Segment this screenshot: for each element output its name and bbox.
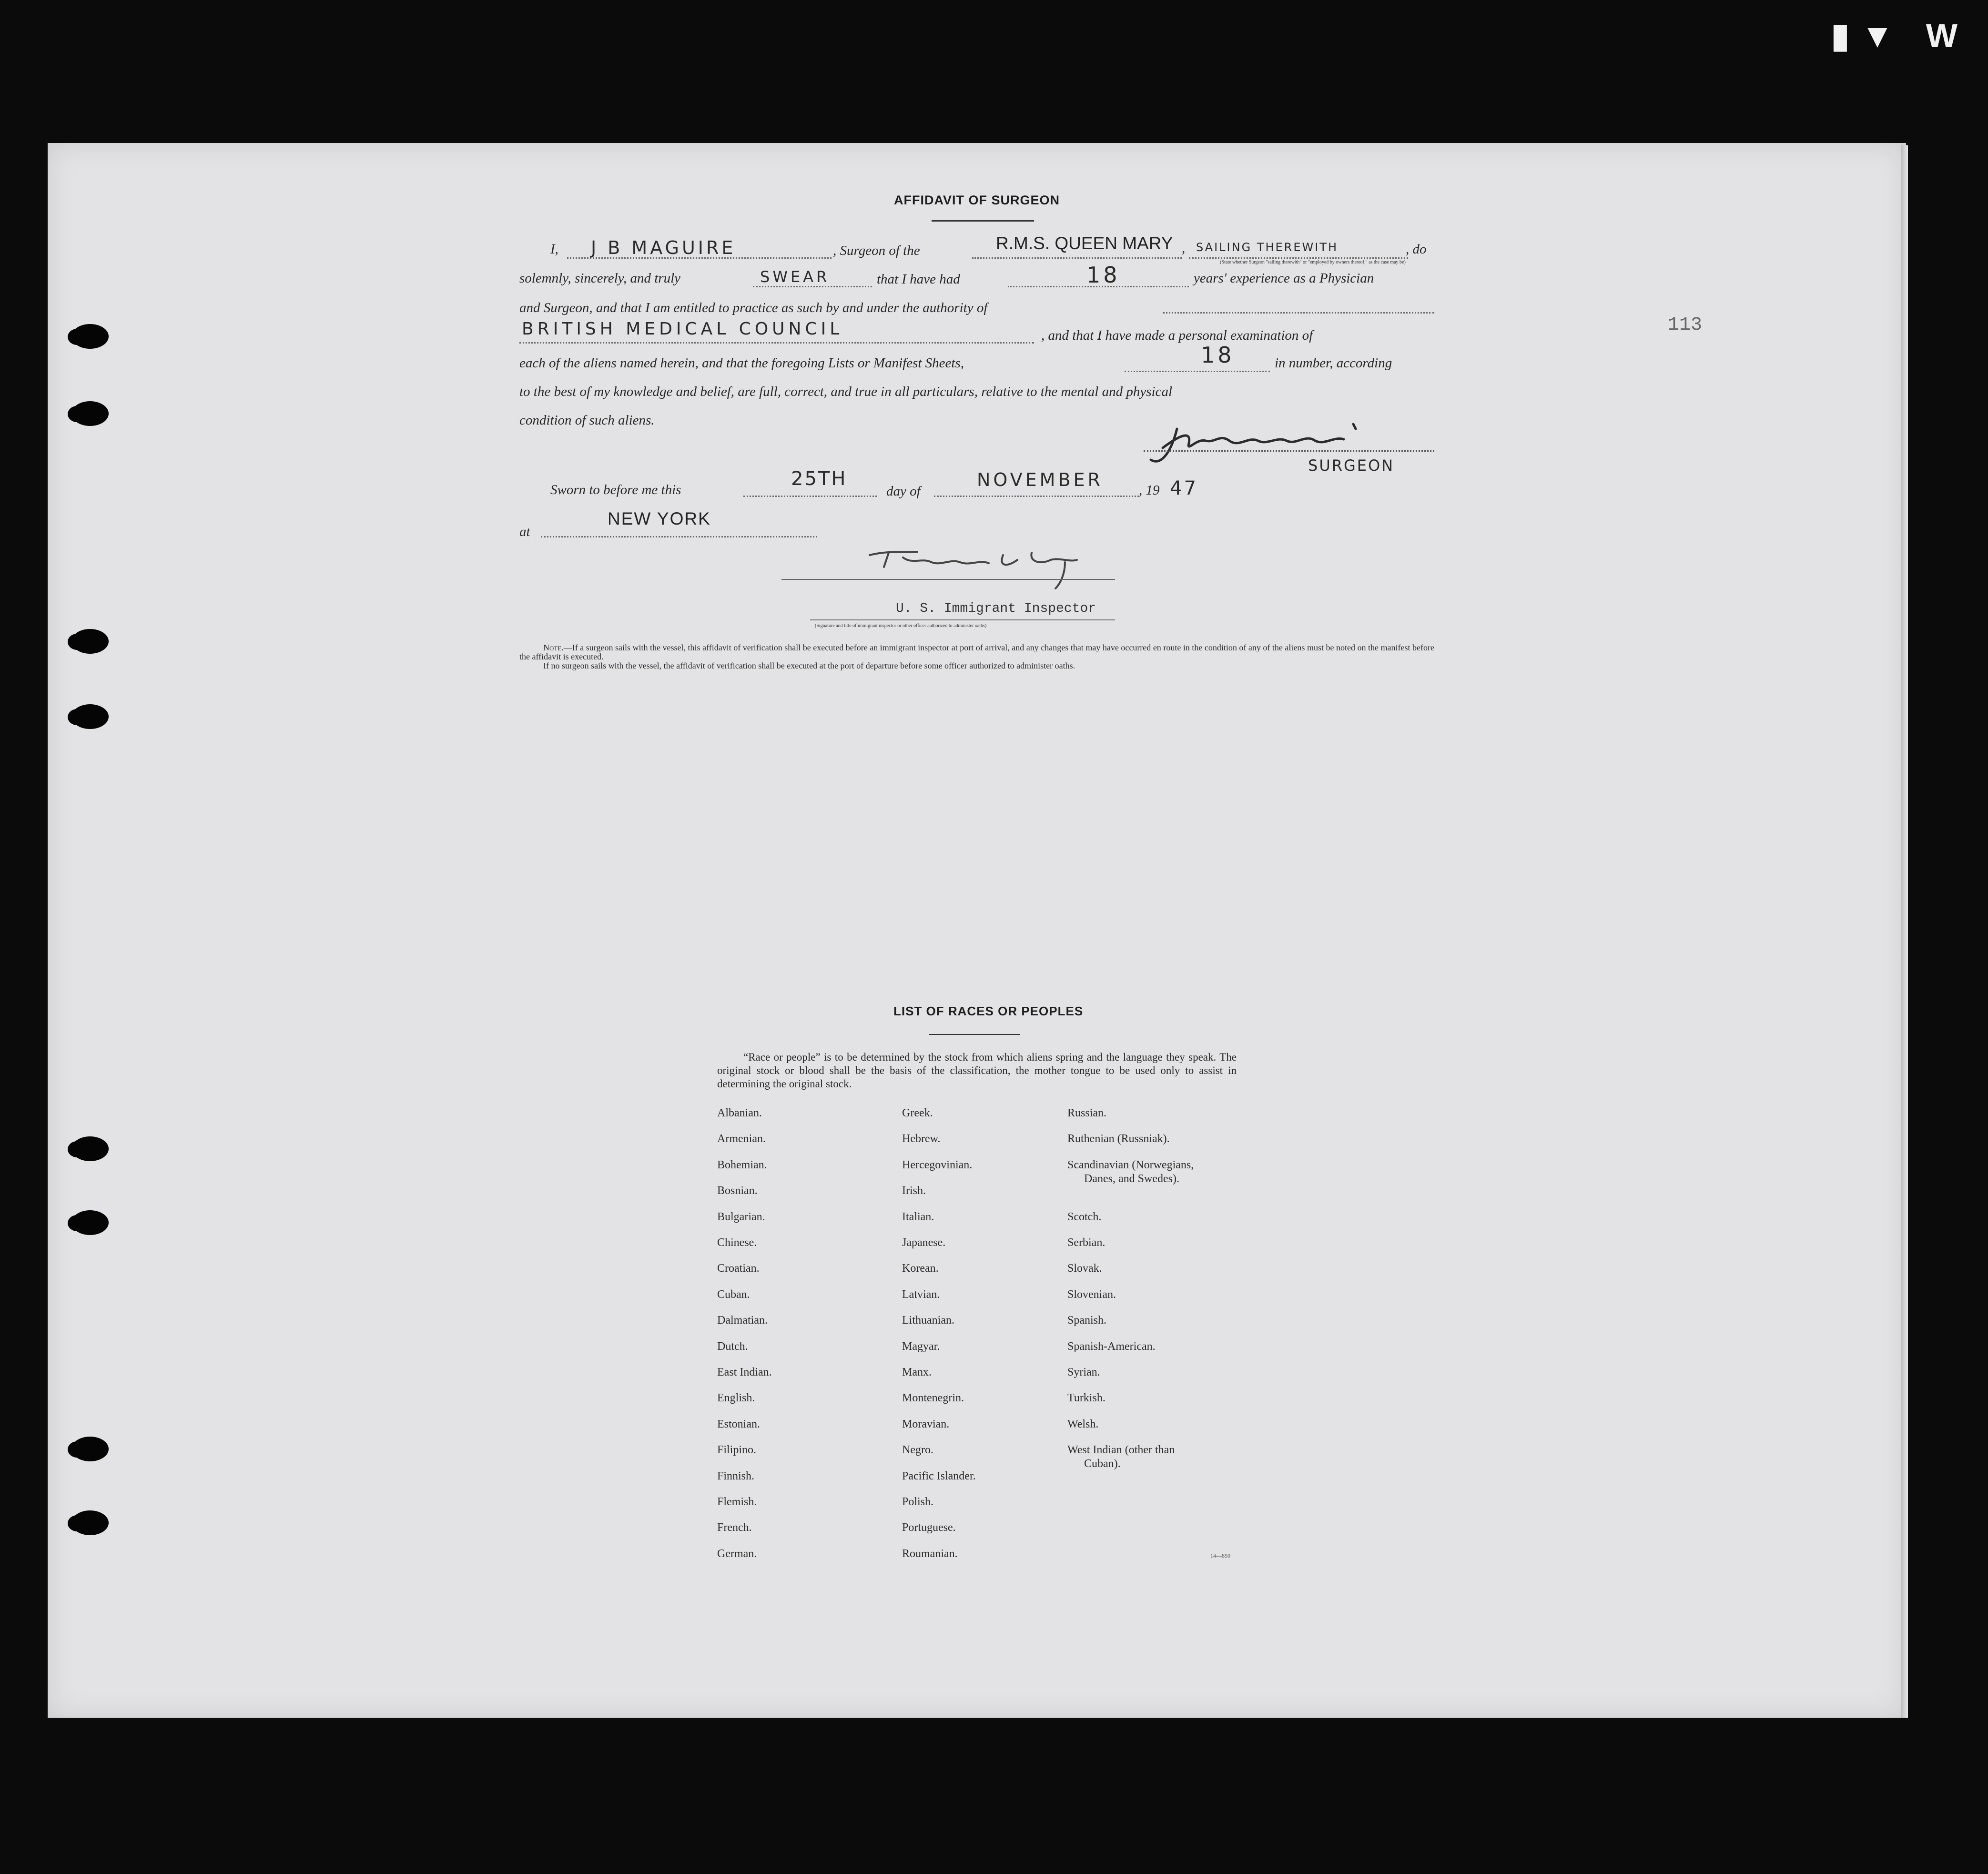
- blank-sheets: [1125, 371, 1270, 372]
- race-item: West Indian (other than: [1067, 1444, 1175, 1457]
- surgeon-capacity: SAILING THEREWITH: [1196, 241, 1339, 254]
- race-item: Flemish.: [717, 1496, 757, 1508]
- race-item: Slovenian.: [1067, 1288, 1116, 1301]
- blank-day: [743, 496, 877, 497]
- race-item: Hebrew.: [902, 1133, 941, 1145]
- sworn-day-of: day of: [886, 484, 921, 499]
- blank-capacity: [1189, 257, 1408, 259]
- blank-month: [934, 496, 1139, 497]
- punch-hole: [71, 1136, 109, 1161]
- sheet-edge: [1901, 145, 1908, 1718]
- punch-hole: [71, 1510, 109, 1535]
- line7-condition: condition of such aliens.: [519, 413, 655, 428]
- race-item: Greek.: [902, 1107, 933, 1119]
- race-item: Japanese.: [902, 1236, 946, 1249]
- line5-in-number: in number, according: [1275, 355, 1392, 371]
- race-item: Spanish.: [1067, 1314, 1107, 1327]
- race-item: English.: [717, 1392, 755, 1405]
- inspector-title-line: [810, 619, 1115, 620]
- race-item: Bulgarian.: [717, 1210, 765, 1223]
- race-item: Estonian.: [717, 1418, 760, 1430]
- document-sheet: [48, 143, 1906, 1718]
- sworn-before: Sworn to before me this: [550, 482, 681, 497]
- years-experience: 18: [1086, 262, 1120, 288]
- signature-caption: (Signature and title of immigrant inspector or other officer authorized to administer oaths): [815, 623, 987, 628]
- sworn-at: at: [519, 524, 530, 539]
- race-item: Bohemian.: [717, 1158, 767, 1171]
- blank-authority-2: [519, 342, 1034, 344]
- line1-surgeon-of: , Surgeon of the: [833, 243, 920, 258]
- race-item: Turkish.: [1067, 1392, 1106, 1405]
- race-item: Italian.: [902, 1210, 934, 1223]
- licensing-authority: BRITISH MEDICAL COUNCIL: [522, 319, 843, 339]
- note-text-2: If no surgeon sails with the vessel, the affidavit of verification shall be executed at the port of departure before some officer authorized to administer oaths.: [543, 661, 1075, 670]
- note-text-1: —If a surgeon sails with the vessel, this affidavit of verification shall be executed before an immigrant inspector at port of arrival, and any changes that may have occurred en route in the condition of any of the aliens must be noted on the manifest before the affidavit is executed.: [519, 643, 1434, 661]
- races-title-underline: [929, 1034, 1020, 1035]
- race-item: Bosnian.: [717, 1185, 758, 1197]
- race-item: Dutch.: [717, 1340, 748, 1353]
- affidavit-title: AFFIDAVIT OF SURGEON: [894, 193, 1060, 207]
- race-item: Finnish.: [717, 1469, 755, 1482]
- race-item: Croatian.: [717, 1262, 760, 1275]
- punch-hole: [71, 401, 109, 426]
- punch-hole: [71, 1210, 109, 1235]
- race-item: Ruthenian (Russniak).: [1067, 1133, 1170, 1145]
- sworn-day: 25TH: [791, 468, 847, 490]
- title-underline: [932, 220, 1034, 222]
- race-item: Latvian.: [902, 1288, 940, 1301]
- sworn-place: NEW YORK: [608, 509, 711, 528]
- surgeon-name: J B MAGUIRE: [591, 237, 736, 258]
- sworn-year: 47: [1170, 477, 1198, 499]
- surgeon-title: SURGEON: [1308, 456, 1395, 475]
- sworn-month: NOVEMBER: [977, 469, 1103, 490]
- race-item: Hercegovinian.: [902, 1158, 973, 1171]
- line2-solemnly: solemnly, sincerely, and truly: [519, 271, 681, 286]
- line2-have-had: that I have had: [877, 272, 960, 287]
- film-frame-marker: ▮▼ W: [1831, 17, 1969, 54]
- race-item: Dalmatian.: [717, 1314, 768, 1327]
- race-item: Scotch.: [1067, 1210, 1102, 1223]
- race-item: Pacific Islander.: [902, 1469, 976, 1482]
- race-item: Cuban).: [1084, 1458, 1121, 1470]
- line5-manifest: each of the aliens named herein, and that the foregoing Lists or Manifest Sheets,: [519, 355, 964, 371]
- race-item: Filipino.: [717, 1444, 757, 1457]
- race-item: Korean.: [902, 1262, 939, 1275]
- race-item: Chinese.: [717, 1236, 757, 1249]
- race-item: Roumanian.: [902, 1547, 958, 1560]
- punch-hole: [71, 324, 109, 349]
- blank-place: [541, 536, 817, 537]
- race-item: Magyar.: [902, 1340, 940, 1353]
- oath-type: SWEAR: [760, 268, 830, 286]
- line4-examination: , and that I have made a personal examination of: [1041, 328, 1313, 343]
- race-item: Syrian.: [1067, 1366, 1100, 1378]
- affidavit-note: [519, 643, 1434, 670]
- punch-hole: [71, 704, 109, 729]
- signature-line: [1144, 450, 1434, 452]
- blank-authority-1: [1163, 312, 1434, 314]
- race-item: Serbian.: [1067, 1236, 1106, 1249]
- punch-hole: [71, 1437, 109, 1461]
- race-item: Polish.: [902, 1496, 934, 1508]
- race-item: Montenegrin.: [902, 1392, 964, 1405]
- race-item: German.: [717, 1547, 757, 1560]
- race-item: Manx.: [902, 1366, 932, 1378]
- inspector-signature: [860, 538, 1098, 591]
- line1-do: , do: [1406, 242, 1427, 257]
- race-item: Negro.: [902, 1444, 933, 1457]
- note-label: Note.: [543, 643, 564, 652]
- form-number: 14—850: [1210, 1552, 1230, 1559]
- sworn-year-prefix: , 19: [1139, 483, 1160, 498]
- blank-vessel: [972, 257, 1182, 259]
- inspector-signature-line: [781, 579, 1115, 580]
- race-item: Danes, and Swedes).: [1084, 1172, 1179, 1185]
- race-item: Armenian.: [717, 1133, 766, 1145]
- races-title: LIST OF RACES OR PEOPLES: [893, 1004, 1084, 1018]
- race-item: Moravian.: [902, 1418, 950, 1430]
- race-item: Welsh.: [1067, 1418, 1099, 1430]
- race-item: Irish.: [902, 1185, 926, 1197]
- page-number: 113: [1668, 314, 1703, 336]
- line1-intro: I,: [550, 242, 558, 257]
- line6-knowledge: to the best of my knowledge and belief, are full, correct, and true in all particulars, relative to the mental and physical: [519, 384, 1173, 399]
- race-item: Cuban.: [717, 1288, 750, 1301]
- capacity-hint: (State whether Surgeon "sailing therewith" or "employed by owners thereof," as the case may be): [1220, 260, 1406, 265]
- race-item: Albanian.: [717, 1107, 762, 1119]
- punch-hole: [71, 629, 109, 654]
- race-item: Lithuanian.: [902, 1314, 954, 1327]
- inspector-title: U. S. Immigrant Inspector: [896, 601, 1096, 616]
- race-item: Slovak.: [1067, 1262, 1102, 1275]
- manifest-sheets: 18: [1201, 342, 1235, 368]
- race-item: French.: [717, 1521, 752, 1534]
- race-item: Spanish-American.: [1067, 1340, 1156, 1353]
- race-item: Russian.: [1067, 1107, 1107, 1119]
- blank-oath: [753, 286, 872, 287]
- race-item: Portuguese.: [902, 1521, 956, 1534]
- races-intro: “Race or people” is to be determined by the stock from which aliens spring and the language they speak. The original stock or blood shall be the basis of the classification, the mother tongue to be used only to assist in determining the original stock.: [717, 1051, 1237, 1090]
- line2-years: years' experience as a Physician: [1194, 271, 1374, 286]
- race-item: Scandinavian (Norwegians,: [1067, 1158, 1194, 1171]
- line1-comma: ,: [1182, 241, 1186, 256]
- race-item: East Indian.: [717, 1366, 772, 1378]
- vessel-name: R.M.S. QUEEN MARY: [996, 233, 1173, 253]
- line3-authority: and Surgeon, and that I am entitled to practice as such by and under the authority of: [519, 300, 988, 315]
